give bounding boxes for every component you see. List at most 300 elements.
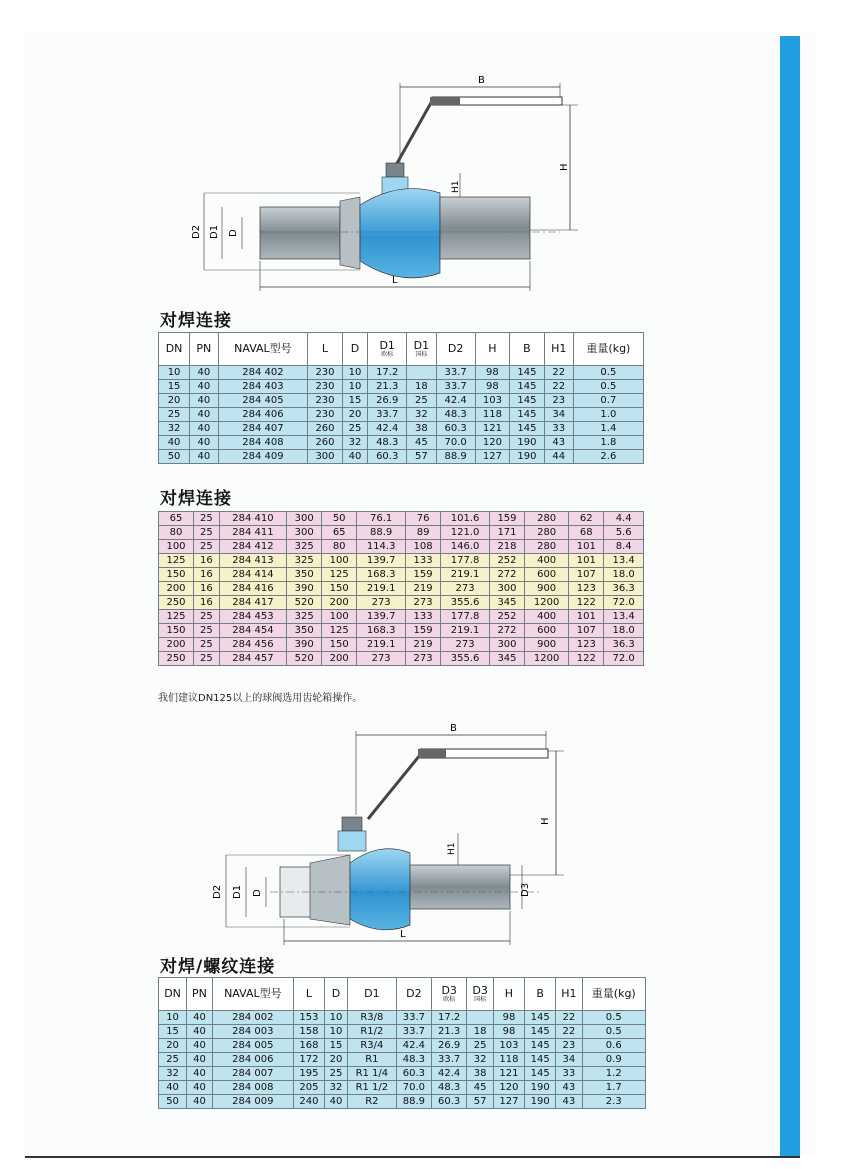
table-cell: 1.8 (573, 436, 643, 450)
table-cell: 0.5 (582, 1011, 645, 1025)
table-cell: 107 (569, 624, 604, 638)
table-cell: 22 (556, 1025, 582, 1039)
dim-d2-label: D2 (191, 224, 202, 239)
table-cell: 260 (308, 422, 343, 436)
column-header (493, 978, 524, 1011)
table-cell: 48.3 (432, 1081, 467, 1095)
table-cell: 252 (489, 554, 524, 568)
table-cell: 89 (406, 526, 441, 540)
table-cell: 10 (325, 1011, 348, 1025)
column-header-label: PN (196, 342, 212, 355)
table-cell: 200 (322, 596, 357, 610)
table-row (159, 526, 644, 540)
table-cell: 145 (510, 380, 545, 394)
table-row (159, 554, 644, 568)
table-cell: 48.3 (396, 1053, 431, 1067)
table-cell: 190 (525, 1095, 556, 1109)
table-cell: 284 009 (212, 1095, 293, 1109)
column-header-label: D1 (379, 339, 395, 352)
table-cell: 50 (322, 512, 357, 526)
table-cell: 145 (525, 1053, 556, 1067)
table-cell: 355.6 (441, 652, 490, 666)
table-cell: 33.7 (436, 380, 475, 394)
table-cell: 65 (322, 526, 357, 540)
dim-d2-label-2: D2 (212, 884, 223, 899)
table-cell: 8.4 (604, 540, 644, 554)
table-cell: 36.3 (604, 582, 644, 596)
dim-d1-label-2: D1 (232, 884, 243, 899)
table-cell: 88.9 (436, 450, 475, 464)
table-cell: 98 (475, 380, 510, 394)
table-cell: 350 (287, 624, 322, 638)
table-cell: 40 (190, 450, 218, 464)
table-cell: 62 (569, 512, 604, 526)
table-cell: 10 (159, 366, 190, 380)
table-cell: 32 (342, 436, 367, 450)
column-header (159, 333, 190, 366)
table-cell: 32 (159, 1067, 187, 1081)
table-row (159, 408, 644, 422)
table-cell: 33.7 (368, 408, 407, 422)
table-cell: 20 (342, 408, 367, 422)
table-row (159, 450, 644, 464)
table-cell: 159 (406, 624, 441, 638)
table-cell: 33.7 (396, 1025, 431, 1039)
table-cell: 168 (293, 1039, 324, 1053)
spec-table-butt-weld-large (158, 511, 644, 666)
table-cell: 33.7 (432, 1053, 467, 1067)
table-cell: 40 (187, 1039, 213, 1053)
table-cell: 101.6 (441, 512, 490, 526)
table-cell: 33.7 (436, 366, 475, 380)
table-row (159, 638, 644, 652)
column-header (573, 333, 643, 366)
table-cell: 34 (556, 1053, 582, 1067)
table-cell: 50 (159, 1095, 187, 1109)
table-cell: 146.0 (441, 540, 490, 554)
table-row (159, 582, 644, 596)
table-cell: 40 (187, 1095, 213, 1109)
column-header-label: NAVAL型号 (234, 342, 292, 355)
table-cell: 133 (406, 610, 441, 624)
table-cell: 1.7 (582, 1081, 645, 1095)
table-cell: 171 (489, 526, 524, 540)
table-cell: 345 (489, 652, 524, 666)
table-cell: 40 (342, 450, 367, 464)
table-cell: 26.9 (368, 394, 407, 408)
column-header (218, 333, 308, 366)
table-header-row (159, 978, 646, 1011)
table-cell: 43 (544, 436, 573, 450)
table-cell: 252 (489, 610, 524, 624)
table-cell: 25 (194, 610, 220, 624)
dim-d3-label: D3 (520, 882, 531, 897)
table-cell: 88.9 (357, 526, 406, 540)
table-cell: 20 (325, 1053, 348, 1067)
table-cell: 60.3 (396, 1067, 431, 1081)
table-cell: 520 (287, 596, 322, 610)
column-header (544, 333, 573, 366)
dim-l-label: L (392, 275, 398, 286)
table-cell: 21.3 (368, 380, 407, 394)
column-header-label: D (350, 342, 360, 355)
table-cell: 150 (159, 568, 194, 582)
table-cell: 219 (406, 638, 441, 652)
table-cell: 284 416 (219, 582, 286, 596)
table-cell: 600 (525, 568, 569, 582)
table-cell: 42.4 (368, 422, 407, 436)
table-cell: 17.2 (432, 1011, 467, 1025)
column-header-label: DN (164, 987, 181, 1000)
table-cell: 145 (510, 408, 545, 422)
table-cell: 273 (406, 652, 441, 666)
table-cell: 145 (510, 422, 545, 436)
table-cell: 273 (406, 596, 441, 610)
table-cell: 68 (569, 526, 604, 540)
table-cell: 121.0 (441, 526, 490, 540)
table-cell: 177.8 (441, 554, 490, 568)
table-cell: 100 (322, 554, 357, 568)
table-cell: 76.1 (357, 512, 406, 526)
table-cell: 230 (308, 366, 343, 380)
table-cell: 60.3 (432, 1095, 467, 1109)
table-cell: 325 (287, 540, 322, 554)
table-row (159, 1011, 646, 1025)
table-cell: 284 405 (218, 394, 308, 408)
table-cell: 32 (467, 1053, 494, 1067)
column-header (348, 978, 397, 1011)
table-cell: 219.1 (441, 624, 490, 638)
table-cell: 325 (287, 610, 322, 624)
table-cell: 300 (287, 526, 322, 540)
table-row (159, 436, 644, 450)
table-cell: 57 (407, 450, 436, 464)
table-cell: 18.0 (604, 568, 644, 582)
table-cell: 45 (407, 436, 436, 450)
table-cell: 284 456 (219, 638, 286, 652)
table-cell: 250 (159, 652, 194, 666)
table-cell: 120 (475, 436, 510, 450)
table-cell: 33.7 (396, 1011, 431, 1025)
table-cell: 48.3 (436, 408, 475, 422)
table-cell: 120 (493, 1081, 524, 1095)
table-row (159, 596, 644, 610)
dim-h1-label-2: H1 (447, 842, 457, 855)
table-cell: 40 (190, 380, 218, 394)
column-header-label: PN (192, 987, 207, 1000)
table-cell: 0.5 (573, 380, 643, 394)
table-cell: 150 (159, 624, 194, 638)
table-cell: 1200 (525, 596, 569, 610)
column-header-sublabel: 欧标 (443, 996, 456, 1003)
table-cell: 101 (569, 554, 604, 568)
table-cell: 32 (407, 408, 436, 422)
table-cell: 400 (525, 610, 569, 624)
column-header (432, 978, 467, 1011)
column-header (396, 978, 431, 1011)
column-header (187, 978, 213, 1011)
table-cell: 159 (406, 568, 441, 582)
table-cell: 168.3 (357, 568, 406, 582)
table-cell: 98 (493, 1011, 524, 1025)
table-cell: 72.0 (604, 596, 644, 610)
table-cell: 40 (190, 366, 218, 380)
column-header-label: D (331, 987, 341, 1000)
table-cell: 284 406 (218, 408, 308, 422)
table-cell: 325 (287, 554, 322, 568)
table-cell: 145 (510, 394, 545, 408)
column-header (582, 978, 645, 1011)
valve-diagram-butt-weld (160, 65, 590, 295)
table-cell: 25 (342, 422, 367, 436)
table-cell: 139.7 (357, 554, 406, 568)
table-cell: 32 (159, 422, 190, 436)
table-cell: 108 (406, 540, 441, 554)
column-header-label: D3 (441, 984, 457, 997)
table-cell: 0.9 (582, 1053, 645, 1067)
dim-l-label-2: L (400, 929, 406, 940)
column-header-label: D1 (364, 987, 380, 1000)
table-cell: 273 (441, 582, 490, 596)
column-header (475, 333, 510, 366)
dim-d1-label: D1 (209, 224, 220, 239)
table-cell: 1.4 (573, 422, 643, 436)
table-cell: 10 (342, 366, 367, 380)
table-cell: 34 (544, 408, 573, 422)
table-cell: 125 (322, 568, 357, 582)
table-cell: 76 (406, 512, 441, 526)
column-header (159, 978, 187, 1011)
table-cell: 72.0 (604, 652, 644, 666)
table-cell: 158 (293, 1025, 324, 1039)
column-header (212, 978, 293, 1011)
table-cell: R1 1/2 (348, 1081, 397, 1095)
table-cell: 200 (159, 638, 194, 652)
table-cell: 118 (475, 408, 510, 422)
table-cell: 177.8 (441, 610, 490, 624)
table-cell: 40 (190, 394, 218, 408)
table-cell: 40 (187, 1053, 213, 1067)
table-cell: 284 402 (218, 366, 308, 380)
table-cell: 284 410 (219, 512, 286, 526)
table-cell: 273 (357, 596, 406, 610)
table-cell: 145 (525, 1067, 556, 1081)
table-cell (467, 1011, 494, 1025)
table-cell: 21.3 (432, 1025, 467, 1039)
gearbox-recommendation-note: 我们建议DN125以上的球阀选用齿轮箱操作。 (158, 693, 363, 704)
table-cell: 284 454 (219, 624, 286, 638)
table-cell: 230 (308, 408, 343, 422)
table-cell: 280 (525, 512, 569, 526)
table-cell: 284 003 (212, 1025, 293, 1039)
table-cell: 98 (493, 1025, 524, 1039)
table-cell: 15 (325, 1039, 348, 1053)
column-header (190, 333, 218, 366)
table-row (159, 1095, 646, 1109)
table-cell: R3/8 (348, 1011, 397, 1025)
table-cell: 13.4 (604, 554, 644, 568)
table-cell: 2.3 (582, 1095, 645, 1109)
table-cell: 150 (322, 638, 357, 652)
table-cell: 145 (510, 366, 545, 380)
dim-h-label: H (559, 163, 570, 171)
table-cell: 25 (159, 1053, 187, 1067)
dim-h1-label: H1 (451, 180, 461, 193)
table-row (159, 422, 644, 436)
table-cell: 1.2 (582, 1067, 645, 1081)
table-cell: 168.3 (357, 624, 406, 638)
table-cell: 40 (190, 436, 218, 450)
table-cell: 38 (407, 422, 436, 436)
table-cell: 350 (287, 568, 322, 582)
table-cell: 44 (544, 450, 573, 464)
table-cell: 260 (308, 436, 343, 450)
table-row (159, 394, 644, 408)
table-cell: 400 (525, 554, 569, 568)
table-cell: 127 (475, 450, 510, 464)
table-cell: 103 (493, 1039, 524, 1053)
table-cell: 1200 (525, 652, 569, 666)
table-cell: 280 (525, 540, 569, 554)
table-cell: 0.7 (573, 394, 643, 408)
table-cell: 230 (308, 394, 343, 408)
table-cell: 16 (194, 554, 220, 568)
table-cell: 15 (159, 1025, 187, 1039)
table-cell: 0.6 (582, 1039, 645, 1053)
column-header (467, 978, 494, 1011)
table-cell: R1 (348, 1053, 397, 1067)
table-cell: 219.1 (357, 638, 406, 652)
table-cell: 200 (159, 582, 194, 596)
table-cell: 18 (407, 380, 436, 394)
table-cell: 42.4 (436, 394, 475, 408)
table-cell: 153 (293, 1011, 324, 1025)
table-cell: 22 (544, 380, 573, 394)
table-cell: 18 (467, 1025, 494, 1039)
table-cell: 25 (159, 408, 190, 422)
table-cell: 219.1 (441, 568, 490, 582)
table-cell: 284 414 (219, 568, 286, 582)
column-header-label: 重量(kg) (591, 987, 636, 1000)
table-cell: 40 (190, 408, 218, 422)
table-cell: 284 407 (218, 422, 308, 436)
table-cell: 45 (467, 1081, 494, 1095)
table-cell: 60.3 (436, 422, 475, 436)
table-row (159, 1053, 646, 1067)
table-cell: 25 (194, 540, 220, 554)
table-cell: 25 (194, 526, 220, 540)
table-cell: 25 (325, 1067, 348, 1081)
table-cell: 25 (194, 624, 220, 638)
table-cell: 230 (308, 380, 343, 394)
column-header (342, 333, 367, 366)
table-cell: 272 (489, 624, 524, 638)
column-header (525, 978, 556, 1011)
section-title-butt-weld-1: 对焊连接 (160, 311, 232, 331)
table-cell: 40 (159, 436, 190, 450)
column-header-label: H1 (551, 342, 567, 355)
table-cell: 15 (159, 380, 190, 394)
table-cell: 600 (525, 624, 569, 638)
column-header-sublabel: 国标 (415, 351, 428, 358)
table-row (159, 610, 644, 624)
table-cell: 88.9 (396, 1095, 431, 1109)
table-cell: 57 (467, 1095, 494, 1109)
table-cell: 36.3 (604, 638, 644, 652)
table-cell: 900 (525, 582, 569, 596)
dim-b-label-2: B (450, 723, 457, 734)
column-header-label: B (536, 987, 544, 1000)
table-cell: 121 (493, 1067, 524, 1081)
valve-diagram-weld-thread (200, 715, 600, 950)
table-cell (407, 366, 436, 380)
dim-h-label-2: H (540, 817, 551, 825)
table-cell: 284 411 (219, 526, 286, 540)
table-cell: 26.9 (432, 1039, 467, 1053)
table-cell: 40 (187, 1067, 213, 1081)
column-header-label: L (321, 342, 329, 355)
table-cell: 190 (510, 436, 545, 450)
table-cell: 25 (194, 638, 220, 652)
column-header-label: 重量(kg) (586, 342, 631, 355)
dim-b-label: B (478, 75, 485, 86)
table-cell: 125 (159, 554, 194, 568)
table-cell: 16 (194, 596, 220, 610)
table-cell: 284 002 (212, 1011, 293, 1025)
table-cell: 103 (475, 394, 510, 408)
table-cell: 127 (493, 1095, 524, 1109)
table-row (159, 380, 644, 394)
table-row (159, 540, 644, 554)
column-header-label: D3 (472, 984, 488, 997)
table-cell: 40 (159, 1081, 187, 1095)
table-cell: 219 (406, 582, 441, 596)
table-cell: 284 008 (212, 1081, 293, 1095)
table-cell: 284 457 (219, 652, 286, 666)
table-cell: 273 (357, 652, 406, 666)
table-cell: 0.5 (582, 1025, 645, 1039)
page-bottom-rule (25, 1156, 800, 1158)
table-cell: 240 (293, 1095, 324, 1109)
table-row (159, 1081, 646, 1095)
table-cell: 22 (544, 366, 573, 380)
table-cell: 390 (287, 638, 322, 652)
table-cell: 18.0 (604, 624, 644, 638)
table-row (159, 1039, 646, 1053)
table-cell: 4.4 (604, 512, 644, 526)
table-cell: 139.7 (357, 610, 406, 624)
table-cell: 65 (159, 512, 194, 526)
table-cell: 43 (556, 1081, 582, 1095)
table-cell: 70.0 (436, 436, 475, 450)
table-cell: 100 (322, 610, 357, 624)
table-cell: 280 (525, 526, 569, 540)
table-cell: 38 (467, 1067, 494, 1081)
table-cell: 15 (342, 394, 367, 408)
table-cell: 16 (194, 582, 220, 596)
table-cell: 284 453 (219, 610, 286, 624)
spec-table-butt-weld-small (158, 332, 644, 464)
table-cell: 2.6 (573, 450, 643, 464)
table-row (159, 512, 644, 526)
table-cell: 345 (489, 596, 524, 610)
column-header-label: D2 (447, 342, 464, 355)
table-cell: 22 (556, 1011, 582, 1025)
table-cell: 20 (159, 1039, 187, 1053)
table-cell: 123 (569, 582, 604, 596)
column-header-label: L (305, 987, 313, 1000)
table-cell: 145 (525, 1025, 556, 1039)
